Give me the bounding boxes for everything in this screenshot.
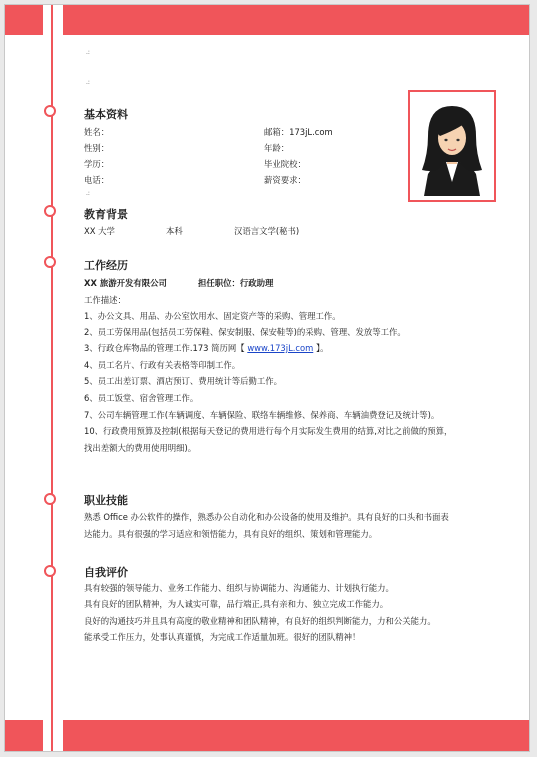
field-gender: 性别： — [84, 143, 110, 153]
field-salary: 薪资要求： — [264, 175, 306, 185]
self-line: 具有良好的团队精神，为人诚实可靠，品行端正,具有亲和力、独立完成工作能力。 — [84, 599, 389, 609]
footer-band-left — [5, 720, 43, 752]
work-item: 找出差额大的费用使用明细)。 — [84, 443, 197, 453]
section-title-education: 教育背景 — [84, 208, 128, 221]
website-link[interactable]: www.173jL.com — [247, 343, 314, 353]
edu-degree: 本科 — [166, 226, 183, 236]
edu-major: 汉语言文学(秘书) — [234, 226, 300, 236]
work-company: XX 旅游开发有限公司 — [84, 278, 167, 288]
work-desc-label: 工作描述： — [84, 295, 126, 305]
work-item-text: 】。 — [315, 343, 329, 353]
section-title-basic: 基本资料 — [84, 108, 128, 121]
section-title-work: 工作经历 — [84, 259, 128, 272]
section-title-self: 自我评价 — [84, 566, 128, 579]
field-school: 毕业院校： — [264, 159, 306, 169]
timeline-line — [51, 5, 53, 752]
work-item: 6、员工饭堂、宿舍管理工作。 — [84, 393, 199, 403]
work-item: 7、公司车辆管理工作(车辆调度、车辆保险、联络车辆维修、保养商、车辆油费登记及统计等)。 — [84, 410, 440, 420]
timeline-node-skills — [44, 493, 56, 505]
paragraph-mark: .: — [86, 79, 90, 86]
paragraph-mark: .: — [86, 190, 90, 197]
field-email: 邮箱：173jL.com — [264, 127, 333, 137]
work-item: 1、办公文具、用品、办公室饮用水、固定资产等的采购、管理工作。 — [84, 311, 341, 321]
skills-line: 熟悉 Office 办公软件的操作，熟悉办公自动化和办公设备的使用及维护。具有良好的口头和书面表 — [84, 512, 449, 522]
header-band-right — [63, 5, 530, 35]
work-item: 5、员工出差订票、酒店预订、费用统计等后勤工作。 — [84, 376, 282, 386]
header-band-left — [5, 5, 43, 35]
timeline-node-work — [44, 256, 56, 268]
timeline-node-self — [44, 565, 56, 577]
skills-line: 达能力。具有很强的学习适应和领悟能力，具有良好的组织、策划和管理能力。 — [84, 529, 378, 539]
self-line: 能承受工作压力，处事认真谨慎，为完成工作适量加班。很好的团队精神！ — [84, 632, 361, 642]
work-item: 10、行政费用预算及控制(根据每天登记的费用进行每个月实际发生费用的结算,对比之前做的预算， — [84, 426, 453, 436]
field-education: 学历： — [84, 159, 110, 169]
profile-photo — [408, 90, 496, 202]
work-item: 2、员工劳保用品(包括员工劳保鞋、保安制服、保安鞋等)的采购、管理、发放等工作。 — [84, 327, 406, 337]
work-item: 4、员工名片、行政有关表格等印制工作。 — [84, 360, 241, 370]
work-item — [84, 342, 329, 354]
self-line: 具有较强的领导能力、业务工作能力、组织与协调能力、沟通能力、计划执行能力。 — [84, 583, 394, 593]
footer-band-right — [63, 720, 530, 752]
resume-page — [4, 4, 530, 752]
work-item-text: 3、行政仓库物品的管理工作.173 简历网【 — [84, 343, 245, 353]
field-name: 姓名： — [84, 127, 110, 137]
self-line: 良好的沟通技巧并且具有高度的敬业精神和团队精神，有良好的组织判断能力，力和公关能力。 — [84, 616, 436, 626]
timeline-node-basic — [44, 105, 56, 117]
edu-school: XX 大学 — [84, 226, 115, 236]
field-phone: 电话： — [84, 175, 110, 185]
avatar-icon — [410, 92, 494, 200]
field-age: 年龄： — [264, 143, 290, 153]
timeline-node-education — [44, 205, 56, 217]
paragraph-mark: .: — [86, 49, 90, 56]
work-position: 担任职位：行政助理 — [198, 278, 274, 288]
section-title-skills: 职业技能 — [84, 494, 128, 507]
